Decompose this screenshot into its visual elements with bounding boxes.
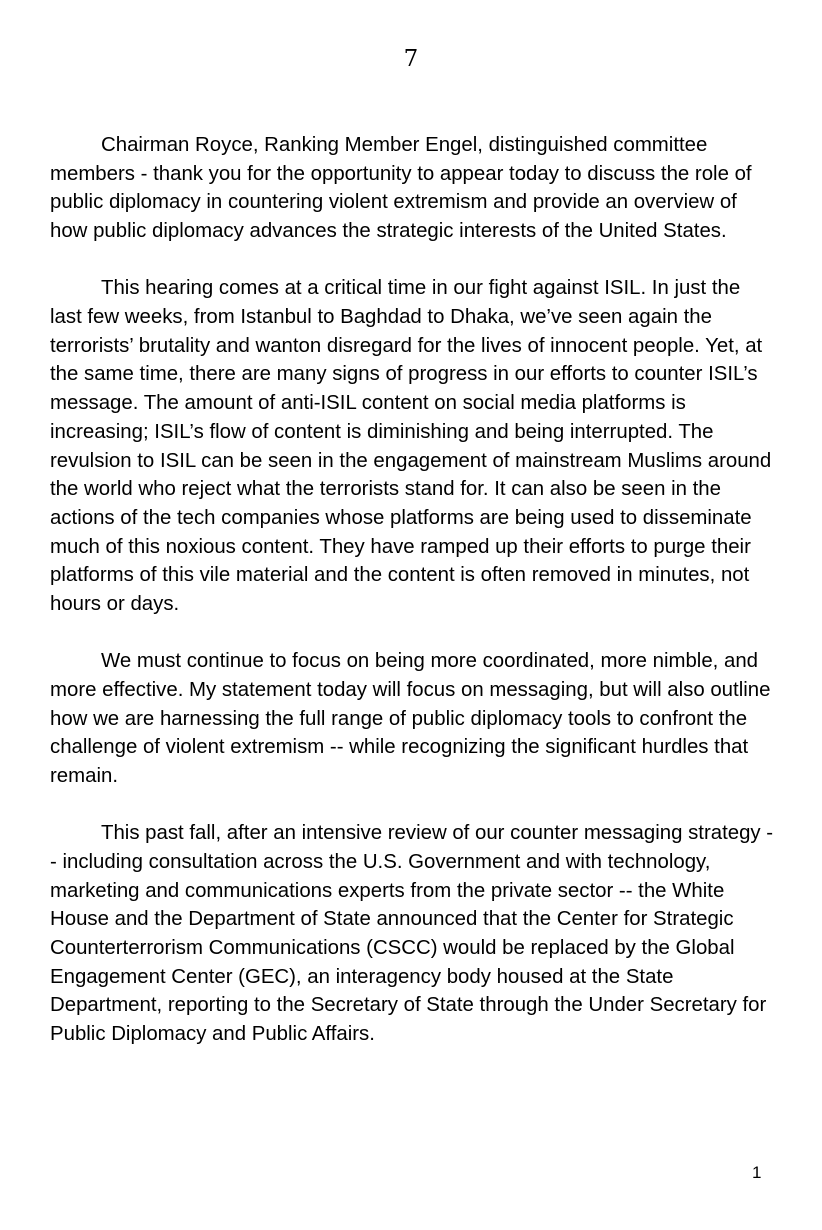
statement-body [50,131,775,1049]
paragraph-opening: Chairman Royce, Ranking Member Engel, distinguished committee members - thank you for the opportunity to appear today to discuss the role of public diplomacy in countering violent extremism and provide an overview of how public diplomacy advances the strategic interests of the United States. [50,134,752,243]
header-page-number: 7 [403,46,419,72]
footer-page-number: 1 [752,1163,762,1182]
paragraph-isil-progress: This hearing comes at a critical time in our fight against ISIL. In just the last few weeks, from Istanbul to Baghdad to Dhaka, we’ve seen again the terrorists’ brutality and wanton disregard for the lives of innocent people. Yet, at the same time, there are many signs of progress in our efforts to counter ISIL’s message. The amount of anti-ISIL content on social media platforms is increasing; ISIL’s flow of content is diminishing and being interrupted. The revulsion to ISIL can be seen in the engagement of mainstream Muslims around the world who reject what the terrorists stand for. It can also be seen in the actions of the tech companies whose platforms are being used to disseminate much of this noxious content. They have ramped up their efforts to purge their platforms of this vile material and the content is often removed in minutes, not hours or days. [50,277,772,616]
paragraph-coordination: We must continue to focus on being more coordinated, more nimble, and more effective. My statement today will focus on messaging, but will also outline how we are harnessing the full range of public diplomacy tools to confront the challenge of violent extremism -- while recognizing the significant hurdles that remain. [50,650,771,788]
paragraph-gec-announcement: This past fall, after an intensive review of our counter messaging strategy -- including consultation across the U.S. Government and with technology, marketing and communications experts from the private sector -- the White House and the Department of State announced that the Center for Strategic Counterterrorism Communications (CSCC) would be replaced by the Global Engagement Center (GEC), an interagency body housed at the State Department, reporting to the Secretary of State through the Under Secretary for Public Diplomacy and Public Affairs. [50,822,774,1046]
